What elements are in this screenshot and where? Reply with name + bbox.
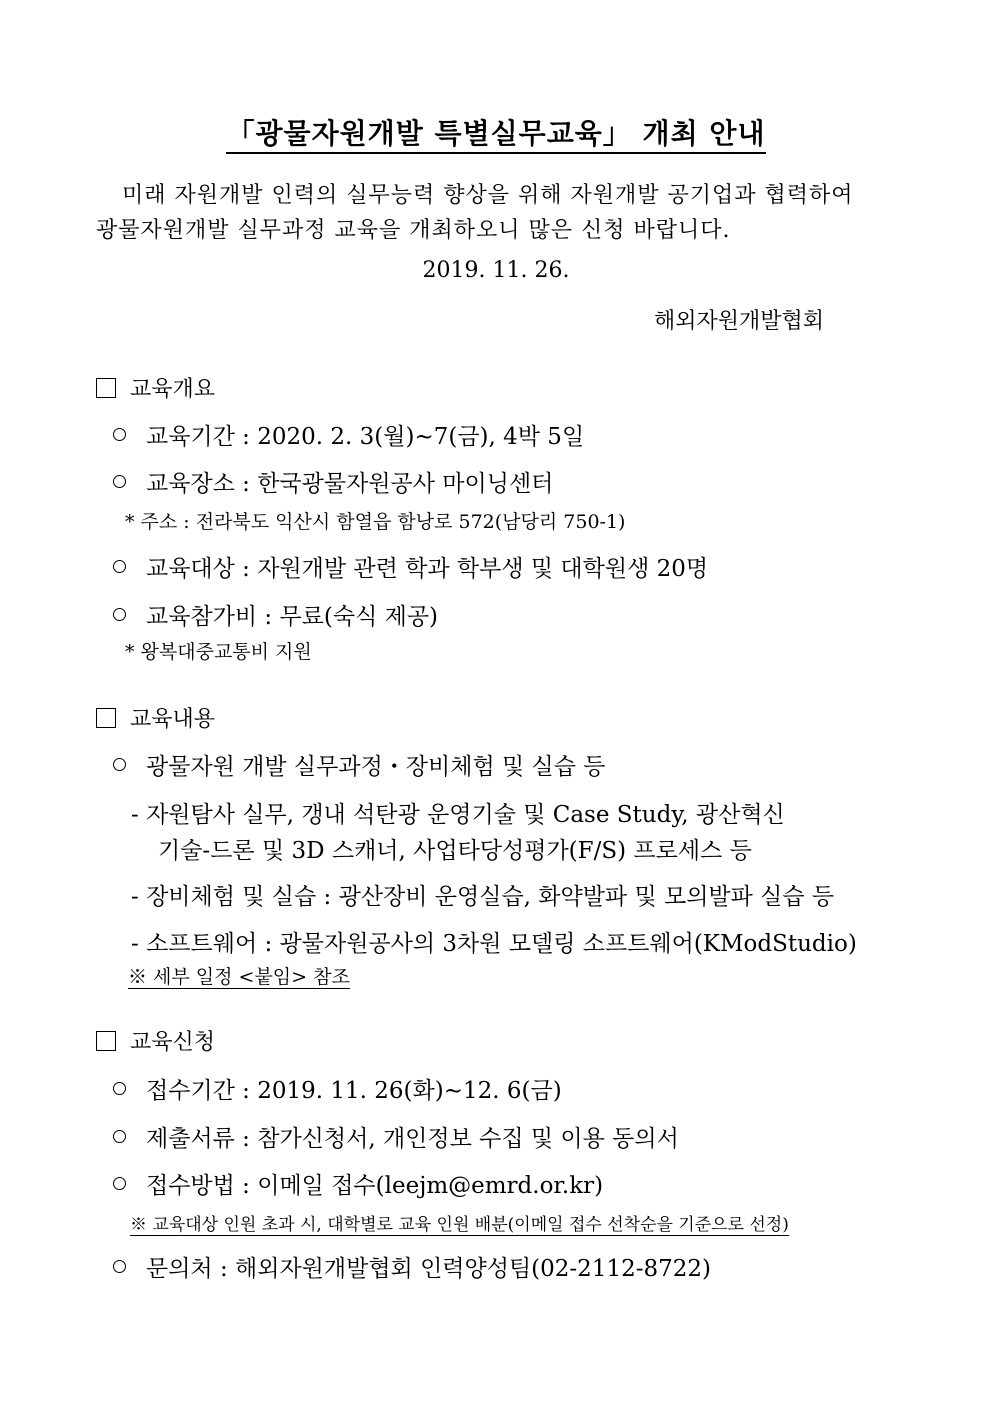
bullet-circle-icon — [113, 1177, 126, 1190]
organization-name: 해외자원개발협회 — [654, 309, 825, 334]
content-detail-1-line-2: 기술-드론 및 3D 스캐너, 사업타당성평가(F/S) 프로세스 등 — [158, 838, 752, 864]
bullet-circle-icon — [113, 758, 126, 771]
item-text: 광물자원 개발 실무과정・장비체험 및 실습 등 — [146, 754, 606, 780]
item-text: 접수기간 : 2019. 11. 26(화)∼12. 6(금) — [146, 1078, 562, 1104]
checkbox-square-icon — [96, 708, 116, 728]
reference-text: ※ 세부 일정 <붙임> 참조 — [128, 966, 350, 988]
overview-period — [113, 418, 584, 451]
overview-target — [113, 550, 708, 583]
overview-fee — [113, 598, 438, 631]
intro-line-1: 미래 자원개발 인력의 실무능력 향상을 위해 자원개발 공기업과 협력하여 — [122, 183, 854, 208]
intro-line-2: 광물자원개발 실무과정 교육을 개최하오니 많은 신청 바랍니다. — [96, 218, 731, 243]
bullet-circle-icon — [113, 1260, 126, 1273]
item-text: 교육참가비 : 무료(숙식 제공) — [146, 604, 439, 630]
bullet-circle-icon — [113, 1130, 126, 1143]
overview-venue — [113, 465, 553, 498]
section-content — [96, 702, 215, 733]
item-text: 교육기간 : 2020. 2. 3(월)∼7(금), 4박 5일 — [146, 424, 585, 450]
document-title: 「광물자원개발 특별실무교육」 개최 안내 — [0, 112, 992, 152]
allocation-note — [130, 1210, 789, 1235]
section-heading: 교육개요 — [130, 377, 216, 402]
item-text: 제출서류 : 참가신청서, 개인정보 수집 및 이용 동의서 — [146, 1126, 679, 1152]
bullet-circle-icon — [113, 428, 126, 441]
overview-address: * 주소 : 전라북도 익산시 함열읍 함낭로 572(남당리 750-1) — [125, 511, 626, 533]
item-text: 교육장소 : 한국광물자원공사 마이닝센터 — [146, 471, 554, 497]
bullet-circle-icon — [113, 475, 126, 488]
schedule-reference — [128, 962, 350, 989]
application-method — [113, 1167, 603, 1200]
document-date: 2019. 11. 26. — [422, 258, 570, 283]
item-text: 교육대상 : 자원개발 관련 학과 학부생 및 대학원생 20명 — [146, 556, 709, 582]
section-heading: 교육신청 — [130, 1030, 216, 1055]
content-main — [113, 748, 605, 781]
bullet-circle-icon — [113, 560, 126, 573]
content-detail-3: - 소프트웨어 : 광물자원공사의 3차원 모델링 소프트웨어(KModStudio) — [131, 931, 857, 957]
overview-transport: * 왕복대중교통비 지원 — [125, 641, 312, 663]
bullet-circle-icon — [113, 1082, 126, 1095]
checkbox-square-icon — [96, 378, 116, 398]
item-text: 문의처 : 해외자원개발협회 인력양성팀(02-2112-8722) — [146, 1256, 711, 1282]
section-application — [96, 1025, 215, 1056]
bullet-circle-icon — [113, 608, 126, 621]
content-detail-1-line-1: - 자원탐사 실무, 갱내 석탄광 운영기술 및 Case Study, 광산혁신 — [131, 802, 785, 828]
application-period — [113, 1072, 562, 1105]
application-contact — [113, 1250, 711, 1283]
item-text: 접수방법 : 이메일 접수(leejm@emrd.or.kr) — [146, 1173, 604, 1199]
note-text: ※ 교육대상 인원 초과 시, 대학별로 교육 인원 배분(이메일 접수 선착순을 기준으로 선정) — [130, 1215, 789, 1235]
content-detail-2: - 장비체험 및 실습 : 광산장비 운영실습, 화약발파 및 모의발파 실습 등 — [131, 884, 835, 910]
application-documents — [113, 1120, 679, 1153]
checkbox-square-icon — [96, 1031, 116, 1051]
section-overview — [96, 372, 215, 403]
section-heading: 교육내용 — [130, 707, 216, 732]
